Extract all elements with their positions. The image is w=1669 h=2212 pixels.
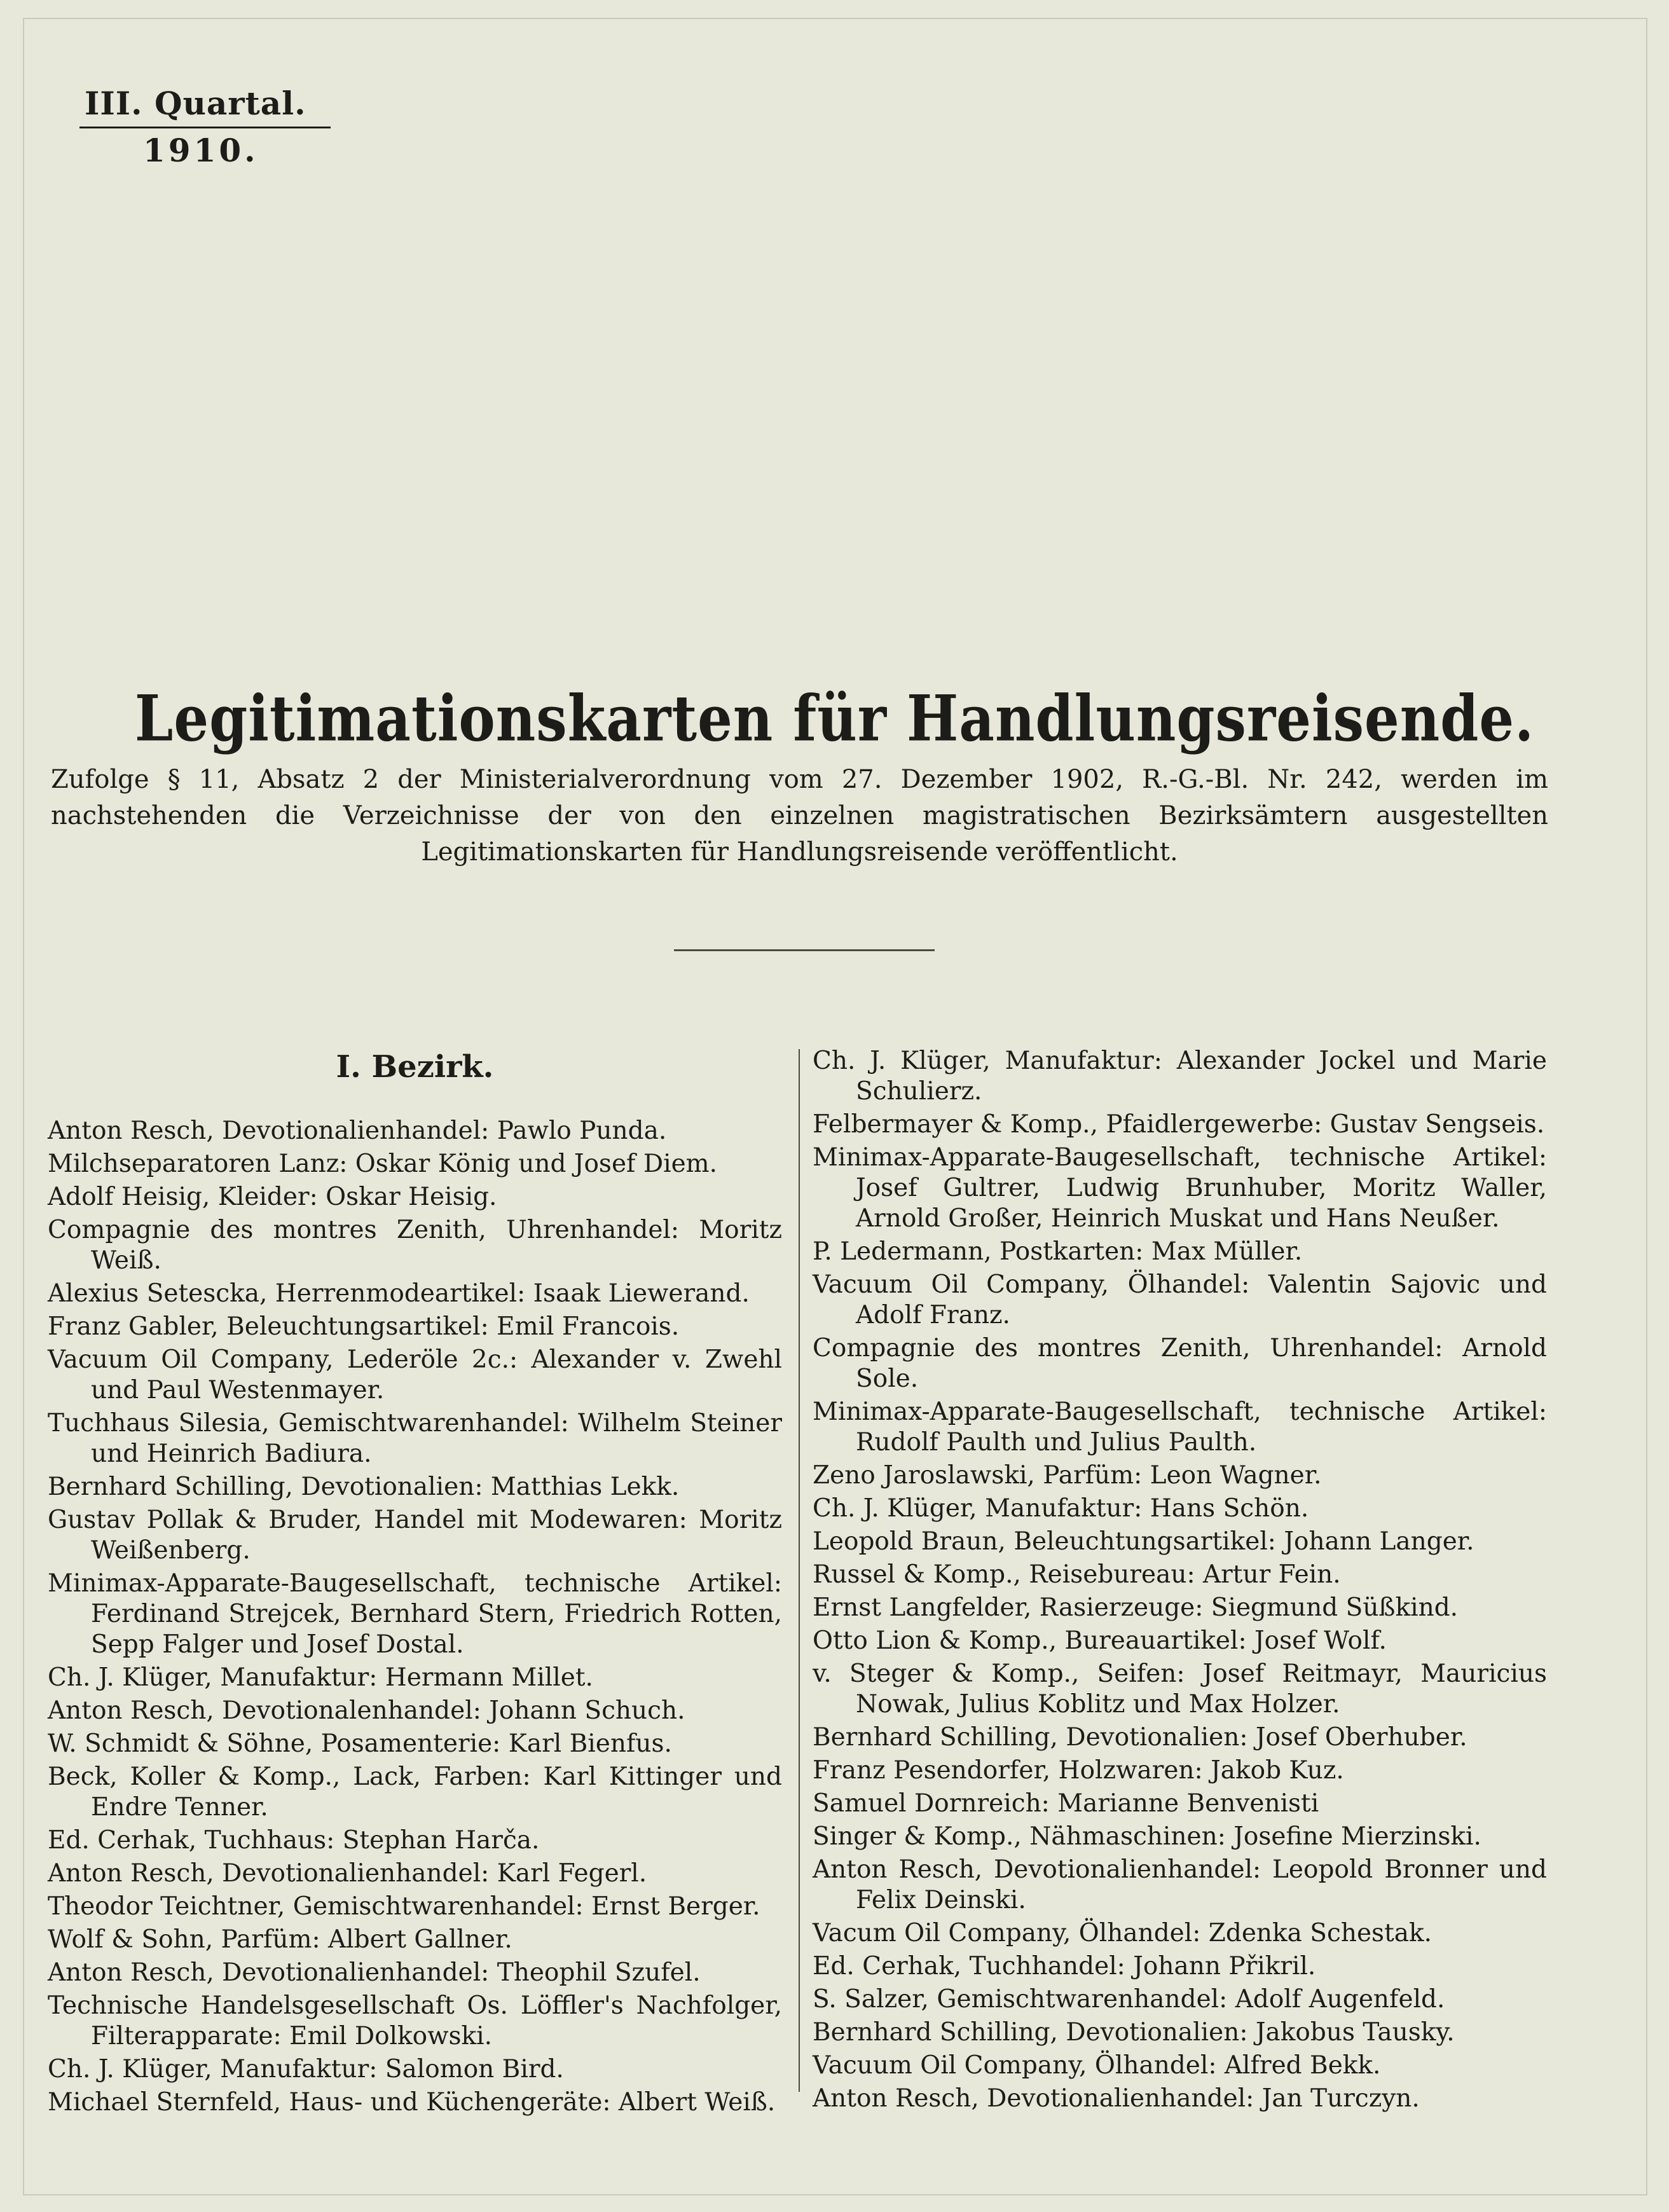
list-item: Franz Gabler, Beleuchtungsartikel: Emil Francois.: [48, 1312, 680, 1341]
quarter-header: [79, 83, 331, 172]
list-item: Anton Resch, Devotionalienhandel: Leopold Bronner und Felix Deinski.: [813, 1855, 1547, 1914]
list-item: Leopold Braun, Beleuchtungsartikel: Johann Langer.: [813, 1527, 1474, 1556]
column-rule: [799, 1049, 800, 2092]
left-entry-list: [48, 1116, 782, 2118]
right-column: [813, 1046, 1547, 2117]
list-item: Samuel Dornreich: Marianne Benvenisti: [813, 1789, 1319, 1818]
list-item: Otto Lion & Komp., Bureauartikel: Josef Wolf.: [813, 1626, 1387, 1655]
list-item: W. Schmidt & Söhne, Posamenterie: Karl Bienfus.: [48, 1729, 672, 1758]
section-divider: [674, 949, 935, 951]
list-item: Theodor Teichtner, Gemischtwarenhandel: Ernst Berger.: [48, 1892, 760, 1921]
list-item: Vacuum Oil Company, Lederöle 2c.: Alexander v. Zwehl und Paul Westenmayer.: [48, 1345, 782, 1405]
list-item: Michael Sternfeld, Haus- und Küchengeräte: Albert Weiß.: [48, 2088, 776, 2117]
list-item: Minimax-Apparate-Baugesellschaft, technische Artikel: Josef Gultrer, Ludwig Brunhuber, Moritz Waller, Arnold Großer, Heinrich Muskat und Hans Neußer.: [813, 1143, 1547, 1233]
list-item: Adolf Heisig, Kleider: Oskar Heisig.: [48, 1183, 497, 1211]
list-item: Ed. Cerhak, Tuchhaus: Stephan Harča.: [48, 1826, 540, 1855]
list-item: Vacuum Oil Company, Ölhandel: Alfred Bekk.: [813, 2051, 1381, 2080]
list-item: Ed. Cerhak, Tuchhandel: Johann Přikril.: [813, 1952, 1316, 1981]
list-item: Anton Resch, Devotionalienhandel: Jan Turczyn.: [813, 2084, 1420, 2113]
list-item: Milchseparatoren Lanz: Oskar König und Josef Diem.: [48, 1150, 718, 1178]
intro-paragraph: Zufolge § 11, Absatz 2 der Ministerialverordnung vom 27. Dezember 1902, R.-G.-Bl. Nr. 242, werden im nachstehenden die Verzeichnisse der von den einzelnen magistratischen Bezirksämtern ausgestellten Legitimationskarten für Handlungsreisende veröffentlicht.: [51, 765, 1548, 867]
list-item: Anton Resch, Devotionalienhandel: Theophil Szufel.: [48, 1958, 701, 1987]
left-column: [48, 1046, 782, 2120]
list-item: Minimax-Apparate-Baugesellschaft, technische Artikel: Rudolf Paulth und Julius Paulth.: [813, 1398, 1547, 1457]
list-item: Ernst Langfelder, Rasierzeuge: Siegmund Süßkind.: [813, 1593, 1459, 1622]
quarter-label: III. Quartal.: [85, 85, 306, 122]
list-item: Technische Handelsgesellschaft Os. Löffler's Nachfolger, Filterapparate: Emil Dolkowski.: [48, 1991, 782, 2051]
list-item: v. Steger & Komp., Seifen: Josef Reitmayr, Mauricius Nowak, Julius Koblitz und Max Holzer.: [813, 1659, 1547, 1719]
list-item: Bernhard Schilling, Devotionalien: Josef Oberhuber.: [813, 1723, 1467, 1752]
list-item: Compagnie des montres Zenith, Uhrenhandel: Arnold Sole.: [813, 1334, 1547, 1393]
list-item: Felbermayer & Komp., Pfaidlergewerbe: Gustav Sengseis.: [813, 1110, 1545, 1139]
list-item: S. Salzer, Gemischtwarenhandel: Adolf Augenfeld.: [813, 1985, 1445, 2014]
list-item: Gustav Pollak & Bruder, Handel mit Modewaren: Moritz Weißenberg.: [48, 1506, 782, 1565]
list-item: Zeno Jaroslawski, Parfüm: Leon Wagner.: [813, 1461, 1322, 1490]
list-item: Singer & Komp., Nähmaschinen: Josefine Mierzinski.: [813, 1822, 1481, 1851]
page-title: Legitimationskarten für Handlungsreisende.: [134, 682, 1535, 756]
list-item: Ch. J. Klüger, Manufaktur: Alexander Jockel und Marie Schulierz.: [813, 1047, 1547, 1106]
list-item: Wolf & Sohn, Parfüm: Albert Gallner.: [48, 1925, 512, 1954]
section-heading: I. Bezirk.: [336, 1049, 494, 1085]
list-item: Alexius Setescka, Herrenmodeartikel: Isaak Liewerand.: [48, 1279, 750, 1308]
right-entry-list: [813, 1046, 1547, 2114]
list-item: P. Ledermann, Postkarten: Max Müller.: [813, 1237, 1303, 1266]
list-item: Minimax-Apparate-Baugesellschaft, technische Artikel: Ferdinand Strejcek, Bernhard Stern, Friedrich Rotten, Sepp Falger und Josef Dostal.: [48, 1569, 782, 1659]
list-item: Anton Resch, Devotionalienhandel: Karl Fegerl.: [48, 1859, 647, 1888]
list-item: Bernhard Schilling, Devotionalien: Jakobus Tausky.: [813, 2018, 1455, 2047]
quarter-rule: [79, 127, 331, 128]
year-label: 1910.: [143, 132, 259, 169]
list-item: Franz Pesendorfer, Holzwaren: Jakob Kuz.: [813, 1756, 1344, 1785]
list-item: Ch. J. Klüger, Manufaktur: Hermann Millet.: [48, 1663, 593, 1692]
list-item: Anton Resch, Devotionalienhandel: Pawlo Punda.: [48, 1116, 667, 1145]
list-item: Beck, Koller & Komp., Lack, Farben: Karl Kittinger und Endre Tenner.: [48, 1762, 782, 1822]
list-item: Russel & Komp., Reisebureau: Artur Fein.: [813, 1560, 1341, 1589]
list-item: Tuchhaus Silesia, Gemischtwarenhandel: Wilhelm Steiner und Heinrich Badiura.: [48, 1409, 782, 1468]
list-item: Anton Resch, Devotionalenhandel: Johann Schuch.: [48, 1696, 685, 1725]
list-item: Vacum Oil Company, Ölhandel: Zdenka Schestak.: [813, 1919, 1432, 1948]
list-item: Compagnie des montres Zenith, Uhrenhandel: Moritz Weiß.: [48, 1216, 782, 1275]
list-item: Bernhard Schilling, Devotionalien: Matthias Lekk.: [48, 1473, 680, 1501]
list-item: Ch. J. Klüger, Manufaktur: Hans Schön.: [813, 1494, 1309, 1523]
list-item: Ch. J. Klüger, Manufaktur: Salomon Bird.: [48, 2055, 564, 2084]
list-item: Vacuum Oil Company, Ölhandel: Valentin Sajovic und Adolf Franz.: [813, 1270, 1547, 1329]
